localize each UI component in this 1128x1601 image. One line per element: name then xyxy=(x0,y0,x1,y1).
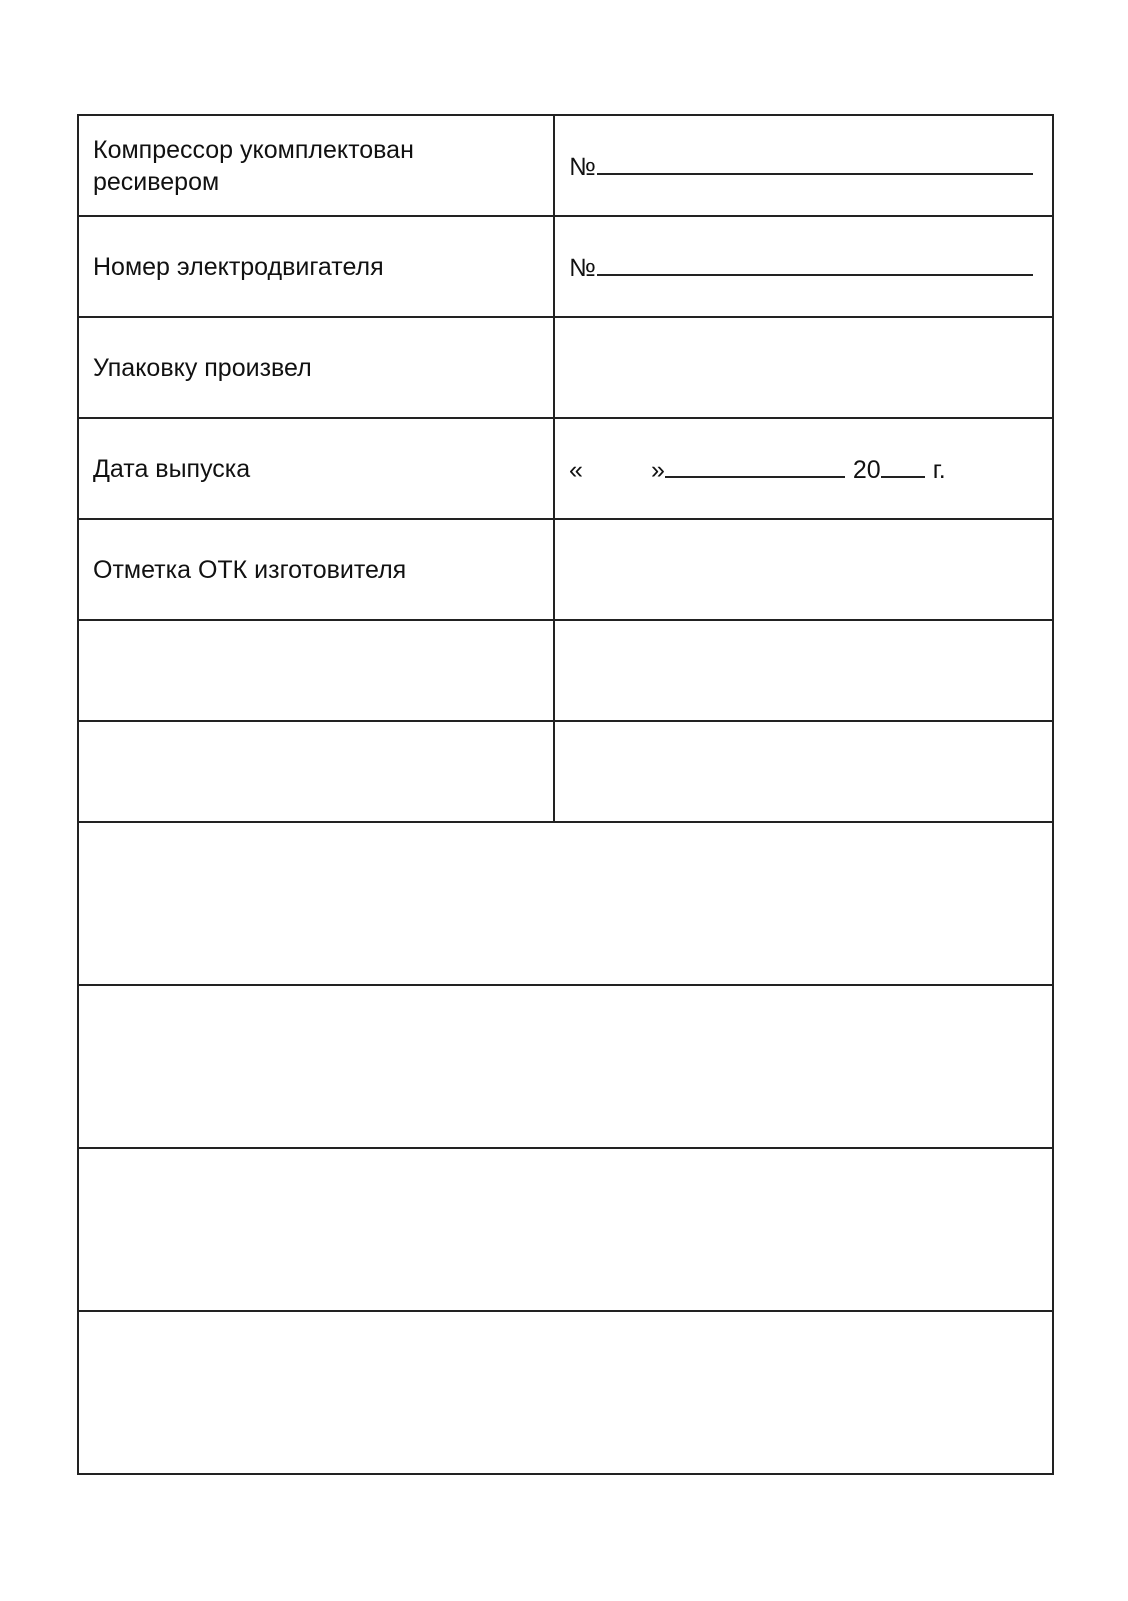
table-row xyxy=(78,519,1053,620)
receiver-number-cell[interactable] xyxy=(554,115,1053,216)
motor-number-line[interactable] xyxy=(597,250,1033,276)
year-line[interactable] xyxy=(881,452,925,478)
otk-label-cell xyxy=(78,519,554,620)
empty-wide-cell[interactable] xyxy=(78,1148,1053,1311)
packer-label-cell xyxy=(78,317,554,418)
release-date-cell[interactable] xyxy=(554,418,1053,519)
year-suffix: г. xyxy=(932,455,946,484)
month-line[interactable] xyxy=(665,452,845,478)
empty-label-cell xyxy=(78,620,554,721)
receiver-label-cell xyxy=(78,115,554,216)
receiver-label: Компрессор укомплектован ресивером xyxy=(93,135,414,196)
table-row xyxy=(78,620,1053,721)
empty-wide-cell[interactable] xyxy=(78,822,1053,985)
table-row xyxy=(78,418,1053,519)
empty-wide-cell[interactable] xyxy=(78,985,1053,1148)
table-row xyxy=(78,317,1053,418)
table-row xyxy=(78,822,1053,985)
empty-value-cell[interactable] xyxy=(554,620,1053,721)
empty-wide-cell[interactable] xyxy=(78,1311,1053,1474)
number-sign: № xyxy=(569,152,596,181)
motor-number-label: Номер электродвигателя xyxy=(93,252,384,281)
table-row xyxy=(78,985,1053,1148)
otk-mark-cell[interactable] xyxy=(554,519,1053,620)
table-row xyxy=(78,115,1053,216)
year-prefix: 20 xyxy=(852,455,881,484)
number-sign: № xyxy=(569,253,596,282)
motor-label-cell xyxy=(78,216,554,317)
packer-label: Упаковку произвел xyxy=(93,353,312,382)
table-row xyxy=(78,1311,1053,1474)
motor-number-cell[interactable] xyxy=(554,216,1053,317)
table-row xyxy=(78,216,1053,317)
empty-value-cell[interactable] xyxy=(554,721,1053,822)
table-row xyxy=(78,721,1053,822)
release-date-label: Дата выпуска xyxy=(93,454,251,483)
empty-label-cell xyxy=(78,721,554,822)
release-date-label-cell xyxy=(78,418,554,519)
table-row xyxy=(78,1148,1053,1311)
passport-form-table xyxy=(77,114,1054,1475)
day-open-quote: « xyxy=(569,455,583,484)
day-close-quote: » xyxy=(651,455,665,484)
otk-mark-label: Отметка ОТК изготовителя xyxy=(93,555,407,584)
receiver-number-line[interactable] xyxy=(597,149,1033,175)
packer-value-cell[interactable] xyxy=(554,317,1053,418)
release-date-field[interactable] xyxy=(569,456,946,484)
